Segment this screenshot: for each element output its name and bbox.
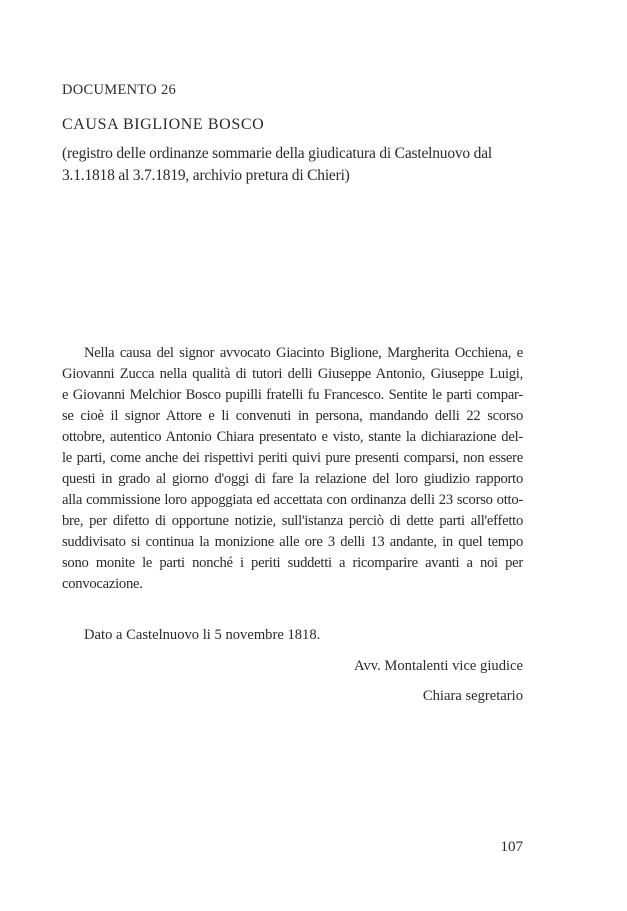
body-line: sono monite le parti nonché i periti suddetti a ricomparire avanti a noi per [62,555,523,571]
signature-judge: Avv. Montalenti vice giudice [354,658,523,674]
body-line: se cioè il signor Attore e li convenuti in persona, mandando delli 22 scorso [62,408,523,424]
body-line: Giovanni Zucca nella qualità di tutori delli Giuseppe Antonio, Giuseppe Luigi, [62,366,523,382]
body-line: e Giovanni Melchior Bosco pupilli fratelli fu Francesco. Sentite le parti compar- [62,387,523,403]
body-line: le parti, come anche dei rispettivi periti quivi pure presenti comparsi, non essere [62,450,523,466]
date-line: Dato a Castelnuovo li 5 novembre 1818. [84,627,321,643]
body-text [62,343,523,595]
signature-secretary: Chiara segretario [422,688,523,704]
subtitle-line: 3.1.1818 al 3.7.1819, archivio pretura di Chieri) [62,167,350,184]
document-number: DOCUMENTO 26 [62,82,177,98]
body-line: Nella causa del signor avvocato Giacinto Biglione, Margherita Occhiena, e [84,345,523,361]
body-line: ottobre, autentico Antonio Chiara presentato e visto, stante la dichiarazione del- [62,429,523,445]
subtitle [62,143,523,187]
body-line: alla commissione loro appoggiata ed accettata con ordinanza delli 23 scorso otto- [62,492,523,508]
body-line: convocazione. [62,576,143,592]
page-number: 107 [500,839,523,855]
body-line: suddivisato si continua la monizione alle ore 3 delli 13 andante, in quel tempo [62,534,523,550]
document-title: CAUSA BIGLIONE BOSCO [62,116,265,133]
subtitle-line: (registro delle ordinanze sommarie della giudicatura di Castelnuovo dal [62,145,492,162]
body-line: questi in grado al giorno d'oggi di fare la relazione del loro giudizio rapporto [62,471,523,487]
body-line: bre, per difetto di opportune notizie, sull'istanza perciò di dette parti all'effetto [62,513,523,529]
